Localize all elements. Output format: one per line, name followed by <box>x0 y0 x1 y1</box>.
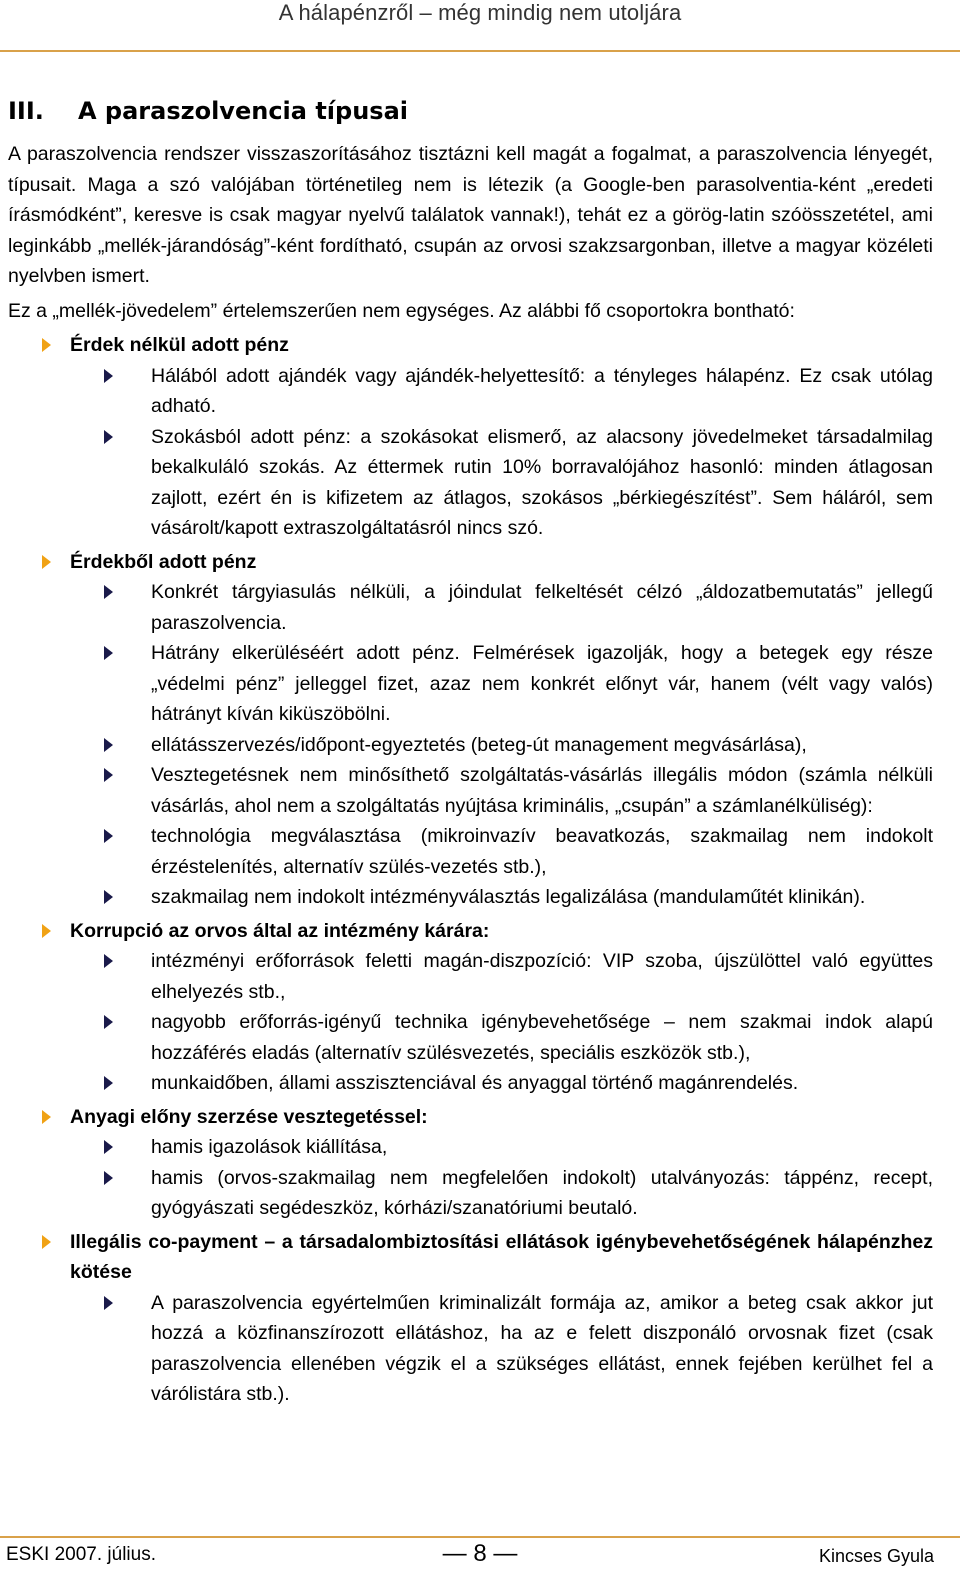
arrow-bullet-icon <box>104 646 113 660</box>
arrow-bullet-icon <box>104 829 113 843</box>
list-item <box>8 1007 933 1068</box>
arrow-bullet-icon <box>104 1296 113 1310</box>
list-item <box>8 638 933 730</box>
list-item-text: Hálából adott ajándék vagy ajándék-helyettesítő: a tényleges hálapénz. Ez csak utólag adható. <box>151 364 933 417</box>
list-item-text: hamis (orvos-szakmailag nem megfelelően indokolt) utalványozás: táppénz, recept, gyógyászati segédeszköz, kórházi/szanatóriumi beutaló. <box>151 1166 933 1219</box>
group-label: Érdekből adott pénz <box>70 550 257 573</box>
section-number: III. <box>8 97 44 125</box>
list-item-text: intézményi erőforrások feletti magán-diszpozíció: VIP szoba, újszülöttel való együttes elhelyezés stb., <box>151 950 933 1003</box>
arrow-bullet-icon <box>42 555 51 569</box>
list-item <box>8 760 933 821</box>
list-group <box>8 1227 933 1288</box>
type-list <box>8 330 933 1413</box>
list-item <box>8 422 933 544</box>
arrow-bullet-icon <box>42 1235 51 1249</box>
page-footer <box>0 1536 960 1587</box>
arrow-bullet-icon <box>104 430 113 444</box>
list-item <box>8 882 933 913</box>
section-title: A paraszolvencia típusai <box>78 97 408 125</box>
arrow-bullet-icon <box>104 954 113 968</box>
list-group <box>8 1102 933 1133</box>
intro-paragraph-2: Ez a „mellék-jövedelem” értelemszerűen nem egységes. Az alábbi fő csoportokra bontható: <box>8 299 795 322</box>
list-item <box>8 946 933 1007</box>
running-title: A hálapénzről – még mindig nem utoljára <box>278 0 682 25</box>
footer-date: ESKI 2007. július. <box>6 1544 156 1565</box>
list-group <box>8 330 933 361</box>
arrow-bullet-icon <box>104 369 113 383</box>
arrow-bullet-icon <box>42 338 51 352</box>
list-item-text: hamis igazolások kiállítása, <box>151 1136 388 1158</box>
list-item <box>8 1132 933 1163</box>
page-number: — 8 — <box>442 1540 518 1567</box>
intro-paragraph-1: A paraszolvencia rendszer visszaszorításához tisztázni kell magát a fogalmat, a paraszolvencia lényegét, típusait. Maga a szó valójában történetileg nem is létezik (a Google-ben parasolventia-ként „eredeti írásmódként”, keresve is csak magyar nyelvű találatok vannak!), tehát ez a görög-latin szóösszetétel, ami leginkább „mellék-járandóság”-ként fordítható, csupán az orvosi szakzsargonban, illetve a magyar közéleti nyelvben ismert. <box>8 143 933 287</box>
list-item-text: technológia megválasztása (mikroinvazív beavatkozás, szakmailag nem indokolt érzéstelenítés, alternatív szülés-vezetés stb.), <box>151 825 933 878</box>
list-item-text: Vesztegetésnek nem minősíthető szolgáltatás-vásárlás illegális módon (számla nélküli vásárlás, ahol nem a szolgáltatás nyújtása kriminális, „csupán” a számlanélküliség): <box>151 764 933 817</box>
list-item-text: szakmailag nem indokolt intézményválasztás legalizálása (mandulaműtét klinikán). <box>151 886 866 908</box>
arrow-bullet-icon <box>104 1140 113 1154</box>
arrow-bullet-icon <box>42 924 51 938</box>
arrow-bullet-icon <box>42 1110 51 1124</box>
list-item <box>8 361 933 422</box>
arrow-bullet-icon <box>104 1015 113 1029</box>
arrow-bullet-icon <box>104 738 113 752</box>
list-item <box>8 730 933 761</box>
arrow-bullet-icon <box>104 1076 113 1090</box>
list-item <box>8 1068 933 1099</box>
page-content <box>8 95 933 1413</box>
list-item <box>8 821 933 882</box>
list-item-text: Szokásból adott pénz: a szokásokat elismerő, az alacsony jövedelmeket társadalmilag bekalkuláló szokás. Az éttermek rutin 10% borravalójához hasonló: minden átlagosan zajlott, ezért én is kifizetem az átlagos, szokásos „bérkiegészítést”. Sem háláról, sem vásárolt/kapott extraszolgáltatásról nincs szó. <box>151 425 933 539</box>
list-item-text: ellátásszervezés/időpont-egyeztetés (beteg-út management megvásárlása), <box>151 733 807 756</box>
group-label: Érdek nélkül adott pénz <box>70 334 289 356</box>
list-item-text: A paraszolvencia egyértelműen kriminalizált formája az, amikor a beteg csak akkor jut hozzá a közfinanszírozott ellátáshoz, ha az e felett diszponáló orvosnak fizet (csak paraszolvencia ellenében végzik el a szükséges ellátást, ennek fejében kerülhet fel a várólistára stb.). <box>151 1291 933 1405</box>
list-group <box>8 916 933 947</box>
group-label: Illegális co-payment – a társadalombiztosítási ellátások igénybevehetőségének hálapénzhez kötése <box>70 1230 933 1283</box>
arrow-bullet-icon <box>104 585 113 599</box>
list-item-text: Konkrét tárgyiasulás nélküli, a jóindulat felkeltését célzó „áldozatbemutatás” jellegű paraszolvencia. <box>151 581 933 634</box>
list-item-text: Hátrány elkerüléséért adott pénz. Felmérések igazolják, hogy a betegek egy része „védelmi pénz” jelleggel fizet, azaz nem konkrét előnyt vár, hanem (vélt vagy valós) hátrányt kíván kiküszöbölni. <box>151 642 933 725</box>
group-label: Anyagi előny szerzése vesztegetéssel: <box>70 1105 428 1128</box>
group-label: Korrupció az orvos által az intézmény kárára: <box>70 919 490 942</box>
arrow-bullet-icon <box>104 890 113 904</box>
list-group <box>8 547 933 578</box>
list-item <box>8 577 933 638</box>
page-header <box>0 0 960 52</box>
section-heading <box>8 95 933 127</box>
arrow-bullet-icon <box>104 768 113 782</box>
list-item-text: munkaidőben, állami asszisztenciával és anyaggal történő magánrendelés. <box>151 1072 799 1094</box>
arrow-bullet-icon <box>104 1171 113 1185</box>
footer-author: Kincses Gyula <box>818 1546 934 1566</box>
list-item <box>8 1288 933 1410</box>
list-item <box>8 1163 933 1224</box>
list-item-text: nagyobb erőforrás-igényű technika igénybevehetősége – nem szakmai indok alapú hozzáférés eladás (alternatív szülésvezetés, speciális eszközök stb.), <box>151 1011 933 1064</box>
